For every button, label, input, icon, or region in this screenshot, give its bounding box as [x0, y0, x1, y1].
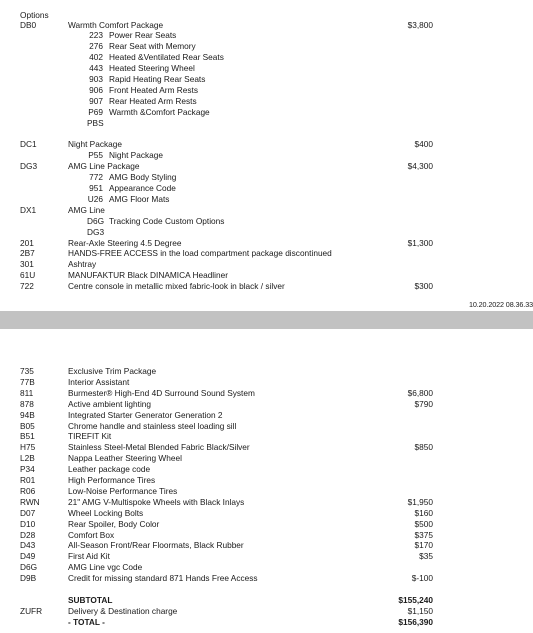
option-description: Integrated Starter Generator Generation 2 [68, 409, 223, 420]
option-price: $790 [414, 398, 433, 409]
option-code: DX1 [20, 204, 37, 215]
option-code: R01 [20, 475, 36, 485]
print-timestamp: 10.20.2022 08.36.33 [468, 300, 533, 309]
option-code: 811 [20, 387, 34, 398]
option-price: $850 [414, 442, 433, 453]
option-code: RWN [20, 496, 40, 507]
component-description: Heated Steering Wheel [109, 63, 195, 74]
option-code: 77B [20, 376, 35, 387]
option-description: All-Season Front/Rear Floormats, Black Rubber [68, 540, 244, 551]
option-code: DG3 [20, 161, 38, 172]
option-code: 94B [20, 409, 35, 420]
component-code: P55 [88, 150, 103, 161]
option-description: Credit for missing standard 871 Hands Free Access [68, 573, 258, 584]
option-description: Active ambient lighting [68, 398, 152, 409]
option-row [0, 248, 533, 259]
option-description: First Aid Kit [68, 551, 110, 562]
option-price: $1,300 [407, 237, 433, 248]
option-row [0, 562, 533, 573]
option-price: $156,390 [398, 616, 433, 627]
option-row [0, 530, 533, 541]
option-description: AMG Line vgc Code [68, 562, 143, 573]
component-code: 402 [89, 52, 103, 63]
package-component-row [0, 194, 533, 205]
option-description: Warmth Comfort Package [68, 19, 164, 30]
option-description: Wheel Locking Bolts [68, 507, 144, 518]
option-price: $-100 [411, 573, 433, 584]
option-code: DC1 [20, 139, 37, 150]
option-code: 61U [20, 270, 36, 281]
component-code: 276 [89, 41, 103, 52]
component-code: DG3 [87, 226, 105, 237]
component-description: Warmth &Comfort Package [109, 106, 210, 117]
option-code: 878 [20, 398, 34, 409]
component-code: 443 [89, 63, 103, 74]
package-component-row [0, 96, 533, 107]
option-row [0, 486, 533, 497]
package-component-row [0, 107, 533, 118]
component-description: Rear Heated Arm Rests [109, 95, 197, 106]
option-code: D07 [20, 507, 36, 518]
option-row [0, 238, 533, 249]
option-code: R06 [20, 485, 36, 496]
component-code: 223 [89, 30, 103, 41]
option-price: $3,800 [407, 19, 433, 30]
option-description: Rear-Axle Steering 4.5 Degree [68, 237, 182, 248]
option-price: $1,950 [407, 496, 433, 507]
option-row [0, 399, 533, 410]
option-price: $4,300 [407, 161, 433, 172]
component-code: P69 [88, 106, 103, 117]
option-price: $155,240 [398, 594, 433, 605]
package-component-row [0, 150, 533, 161]
option-code: 301 [20, 259, 34, 270]
component-code: D6G [87, 215, 105, 226]
option-description: Leather package code [68, 464, 151, 475]
page-separator [0, 311, 533, 329]
document-page-2 [0, 329, 533, 633]
section-title: Options [20, 10, 49, 20]
package-component-row [0, 74, 533, 85]
option-price: $160 [414, 507, 433, 518]
option-code: 201 [20, 237, 34, 248]
package-component-row [0, 172, 533, 183]
option-description: Exclusive Trim Package [68, 366, 157, 376]
document-page-1 [0, 0, 533, 311]
option-description: Rear Spoiler, Body Color [68, 518, 160, 529]
option-code: L2B [20, 453, 35, 464]
option-description: Delivery & Destination charge [68, 605, 178, 616]
option-price: $300 [414, 281, 433, 292]
option-row [0, 464, 533, 475]
option-description: HANDS-FREE ACCESS in the load compartment package discontinued [68, 248, 332, 259]
package-component-row [0, 118, 533, 129]
option-row [0, 497, 533, 508]
option-code: D49 [20, 551, 36, 562]
total-row [0, 595, 533, 606]
option-price: $35 [419, 551, 433, 562]
package-component-row [0, 63, 533, 74]
option-row [0, 205, 533, 216]
option-price: $170 [414, 540, 433, 551]
option-row [0, 519, 533, 530]
option-code: 2B7 [20, 248, 35, 259]
component-description: Tracking Code Custom Options [109, 215, 225, 226]
option-row [0, 161, 533, 172]
option-code: B51 [20, 431, 35, 442]
option-code: P34 [20, 464, 35, 475]
option-row [0, 139, 533, 150]
option-description: Chrome handle and stainless steel loading sill [68, 420, 237, 431]
option-description: High Performance Tires [68, 475, 156, 485]
option-code: 735 [20, 366, 34, 376]
component-code: PBS [87, 117, 104, 128]
option-row [0, 388, 533, 399]
component-code: 772 [89, 172, 103, 183]
option-row [0, 540, 533, 551]
option-description: Ashtray [68, 259, 97, 270]
option-row [0, 431, 533, 442]
option-price: $500 [414, 518, 433, 529]
component-code: 907 [89, 95, 103, 106]
option-description: Nappa Leather Steering Wheel [68, 453, 182, 464]
component-description: Front Heated Arm Rests [109, 84, 198, 95]
option-description: Low-Noise Performance Tires [68, 485, 178, 496]
option-price: $1,150 [407, 605, 433, 616]
option-row [0, 453, 533, 464]
option-description: 21" AMG V-Multispoke Wheels with Black Inlays [68, 496, 245, 507]
option-description: Centre console in metallic mixed fabric-look in black / silver [68, 281, 285, 292]
option-description: MANUFAKTUR Black DINAMICA Headliner [68, 270, 228, 281]
package-component-row [0, 227, 533, 238]
option-description: AMG Line [68, 204, 105, 215]
option-description: Burmester® High-End 4D Surround Sound System [68, 387, 255, 398]
option-description: TIREFIT Kit [68, 431, 112, 442]
component-code: U26 [87, 193, 103, 204]
option-description: - TOTAL - [68, 616, 105, 627]
component-description: Power Rear Seats [109, 30, 177, 41]
option-row [0, 421, 533, 432]
option-description: SUBTOTAL [68, 594, 113, 605]
component-code: 951 [89, 183, 103, 193]
option-row [0, 551, 533, 562]
option-price: $400 [414, 139, 433, 150]
option-description: Comfort Box [68, 529, 115, 540]
option-code: 722 [20, 281, 34, 292]
option-price: $375 [414, 529, 433, 540]
option-description: AMG Line Package [68, 161, 140, 172]
option-row [0, 270, 533, 281]
option-row [0, 573, 533, 584]
package-component-row [0, 52, 533, 63]
option-row [0, 366, 533, 377]
option-description: Interior Assistant [68, 376, 130, 387]
option-code: ZUFR [20, 605, 43, 616]
option-description: Night Package [68, 139, 122, 150]
component-description: AMG Body Styling [109, 172, 177, 183]
package-component-row [0, 85, 533, 96]
component-description: Night Package [109, 150, 163, 161]
option-code: D6G [20, 562, 38, 573]
option-code: DB0 [20, 19, 37, 30]
option-description: Stainless Steel-Metal Blended Fabric Black/Silver [68, 442, 250, 453]
option-row [0, 475, 533, 486]
package-component-row [0, 41, 533, 52]
component-code: 906 [89, 84, 103, 95]
option-code: D43 [20, 540, 36, 551]
option-row [0, 281, 533, 292]
option-row [0, 442, 533, 453]
component-description: Appearance Code [109, 183, 176, 193]
option-code: D10 [20, 518, 36, 529]
option-row [0, 377, 533, 388]
component-description: AMG Floor Mats [109, 193, 170, 204]
option-code: D9B [20, 573, 37, 584]
option-row [0, 606, 533, 617]
component-description: Heated &Ventilated Rear Seats [109, 52, 224, 63]
total-row [0, 617, 533, 628]
component-code: 903 [89, 74, 103, 84]
option-price: $6,800 [407, 387, 433, 398]
option-code: D28 [20, 529, 36, 540]
package-component-row [0, 216, 533, 227]
component-description: Rear Seat with Memory [109, 41, 196, 52]
package-component-row [0, 30, 533, 41]
option-code: B05 [20, 420, 35, 431]
component-description: Rapid Heating Rear Seats [109, 74, 206, 84]
option-row [0, 259, 533, 270]
option-row [0, 20, 533, 31]
package-component-row [0, 183, 533, 194]
option-code: H75 [20, 442, 36, 453]
option-row [0, 508, 533, 519]
option-row [0, 410, 533, 421]
